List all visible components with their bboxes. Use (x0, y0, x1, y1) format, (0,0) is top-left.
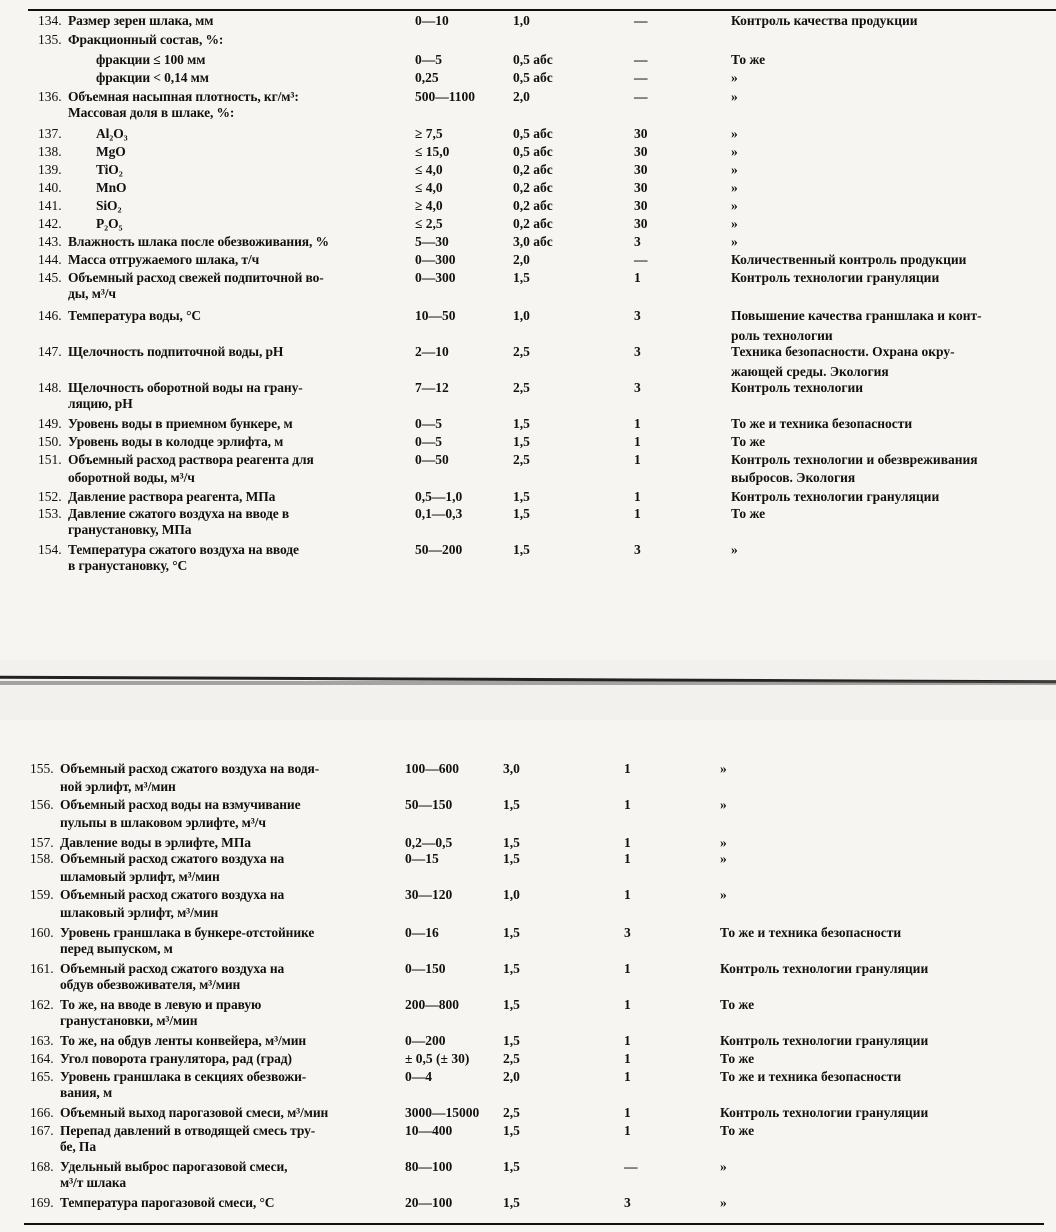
class-cell: — (634, 13, 648, 28)
row-number: 165. (30, 1069, 54, 1084)
range-cell: 10—50 (415, 308, 456, 323)
purpose-cell: выбросов. Экология (731, 470, 856, 485)
purpose-cell: То же (731, 506, 766, 521)
error-cell: 1,5 (513, 506, 530, 521)
purpose-cell: Повышение качества граншлака и конт- (731, 308, 982, 323)
row-number: 135. (38, 32, 62, 47)
class-cell: 1 (634, 489, 641, 504)
parameter-cell: обдув обезвоживателя, м³/мин (60, 977, 241, 992)
row-number: 149. (38, 416, 62, 431)
purpose-cell: » (731, 70, 738, 85)
range-cell: 7—12 (415, 380, 449, 395)
error-cell: 1,5 (503, 851, 520, 866)
range-cell: ≥ 7,5 (415, 126, 443, 141)
range-cell: 5—30 (415, 234, 449, 249)
parameter-cell: Температура сжатого воздуха на вводе (68, 542, 299, 557)
parameter-cell: Перепад давлений в отводящей смесь тру- (60, 1123, 316, 1138)
parameter-cell: Уровень воды в колодце эрлифта, м (68, 434, 284, 449)
purpose-cell: То же и техника безопасности (731, 416, 913, 431)
purpose-cell: То же и техника безопасности (720, 1069, 902, 1084)
row-number: 138. (38, 144, 62, 159)
error-cell: 0,5 абс (513, 70, 553, 85)
parameter-cell: вания, м (60, 1085, 113, 1100)
error-cell: 3,0 (503, 761, 520, 776)
parameter-cell: TiO₂ (96, 162, 123, 177)
class-cell: — (634, 252, 648, 267)
class-cell: 30 (634, 162, 648, 177)
error-cell: 0,2 абс (513, 216, 553, 231)
class-cell: 3 (634, 234, 641, 249)
parameter-cell: гранустановку, МПа (68, 522, 192, 537)
class-cell: 1 (634, 506, 641, 521)
parameter-cell: Объемный расход воды на взмучивание (60, 797, 301, 812)
range-cell: 0—200 (405, 1033, 446, 1048)
row-number: 146. (38, 308, 62, 323)
parameter-cell: ной эрлифт, м³/мин (60, 779, 176, 794)
parameter-cell: шламовый эрлифт, м³/мин (60, 869, 220, 884)
row-number: 144. (38, 252, 62, 267)
parameter-cell: Объемная насыпная плотность, кг/м³: (68, 89, 299, 104)
row-number: 157. (30, 835, 54, 850)
purpose-cell: » (731, 216, 738, 231)
error-cell: 1,5 (503, 1123, 520, 1138)
parameter-cell: фракции ≤ 100 мм (96, 52, 206, 67)
class-cell: 3 (634, 380, 641, 395)
class-cell: 1 (634, 452, 641, 467)
error-cell: 2,5 (503, 1105, 520, 1120)
error-cell: 0,2 абс (513, 198, 553, 213)
row-number: 159. (30, 887, 54, 902)
parameter-cell: перед выпуском, м (60, 941, 173, 956)
class-cell: 1 (624, 1033, 631, 1048)
row-number: 148. (38, 380, 62, 395)
purpose-cell: Контроль качества продукции (731, 13, 918, 28)
error-cell: 2,5 (513, 380, 530, 395)
purpose-cell: То же (720, 1051, 755, 1066)
error-cell: 1,5 (503, 925, 520, 940)
row-number: 163. (30, 1033, 54, 1048)
error-cell: 1,5 (513, 542, 530, 557)
range-cell: 0—50 (415, 452, 449, 467)
parameter-cell: Температура парогазовой смеси, °С (60, 1195, 275, 1210)
row-number: 150. (38, 434, 62, 449)
error-cell: 1,5 (503, 961, 520, 976)
row-number: 141. (38, 198, 62, 213)
parameter-cell: Масса отгружаемого шлака, т/ч (68, 252, 260, 267)
class-cell: 3 (634, 308, 641, 323)
parameter-cell: Влажность шлака после обезвоживания, % (68, 234, 329, 249)
parameter-cell: Объемный выход парогазовой смеси, м³/мин (60, 1105, 329, 1120)
purpose-cell: жающей среды. Экология (731, 364, 889, 379)
error-cell: 1,5 (513, 489, 530, 504)
range-cell: 0—10 (415, 13, 449, 28)
purpose-cell: » (720, 761, 727, 776)
row-number: 152. (38, 489, 62, 504)
purpose-cell: Техника безопасности. Охрана окру- (731, 344, 955, 359)
error-cell: 2,5 (513, 344, 530, 359)
row-number: 147. (38, 344, 62, 359)
purpose-cell: Контроль технологии грануляции (720, 1033, 929, 1048)
parameter-cell: Объемный расход сжатого воздуха на (60, 851, 285, 866)
row-number: 145. (38, 270, 62, 285)
error-cell: 3,0 абс (513, 234, 553, 249)
parameter-cell: P₂O₅ (96, 216, 123, 231)
range-cell: 50—150 (405, 797, 453, 812)
range-cell: 0,5—1,0 (415, 489, 463, 504)
purpose-cell: Контроль технологии грануляции (720, 1105, 929, 1120)
row-number: 140. (38, 180, 62, 195)
range-cell: ± 0,5 (± 30) (405, 1051, 470, 1066)
parameter-cell: Уровень граншлака в бункере-отстойнике (60, 925, 315, 940)
error-cell: 2,0 (503, 1069, 520, 1084)
class-cell: 1 (634, 270, 641, 285)
row-number: 154. (38, 542, 62, 557)
parameter-cell: MnO (96, 180, 127, 195)
top-rule (28, 9, 1056, 11)
row-number: 156. (30, 797, 54, 812)
error-cell: 0,2 абс (513, 180, 553, 195)
purpose-cell: Контроль технологии грануляции (720, 961, 929, 976)
bottom-rule (24, 1223, 1044, 1225)
purpose-cell: » (731, 144, 738, 159)
range-cell: 3000—15000 (405, 1105, 480, 1120)
class-cell: 30 (634, 198, 648, 213)
row-number: 153. (38, 506, 62, 521)
class-cell: — (624, 1159, 638, 1174)
class-cell: 3 (634, 542, 641, 557)
class-cell: 3 (634, 344, 641, 359)
range-cell: ≤ 15,0 (415, 144, 450, 159)
parameter-cell: Давление раствора реагента, МПа (68, 489, 276, 504)
purpose-cell: » (720, 1195, 727, 1210)
parameter-cell: Объемный расход свежей подпиточной во- (68, 270, 324, 285)
purpose-cell: » (731, 89, 738, 104)
class-cell: 30 (634, 126, 648, 141)
class-cell: 1 (624, 887, 631, 902)
row-number: 164. (30, 1051, 54, 1066)
class-cell: — (634, 89, 648, 104)
purpose-cell: » (720, 887, 727, 902)
error-cell: 0,5 абс (513, 144, 553, 159)
parameter-cell: Температура воды, °С (68, 308, 202, 323)
page-bottom (0, 720, 1056, 1232)
class-cell: 3 (624, 925, 631, 940)
error-cell: 0,5 абс (513, 126, 553, 141)
class-cell: 1 (624, 1069, 631, 1084)
parameter-cell: гранустановки, м³/мин (60, 1013, 198, 1028)
range-cell: 100—600 (405, 761, 459, 776)
range-cell: 0—300 (415, 270, 456, 285)
error-cell: 1,5 (503, 1033, 520, 1048)
parameter-cell: Объемный расход сжатого воздуха на (60, 961, 285, 976)
parameter-cell: Щелочность оборотной воды на грану- (68, 380, 303, 395)
error-cell: 2,0 (513, 252, 530, 267)
range-cell: 30—120 (405, 887, 453, 902)
parameter-cell: Объемный расход раствора реагента для (68, 452, 314, 467)
parameter-cell: То же, на обдув ленты конвейера, м³/мин (60, 1033, 307, 1048)
purpose-cell: » (731, 198, 738, 213)
range-cell: ≤ 4,0 (415, 162, 443, 177)
row-number: 134. (38, 13, 62, 28)
parameter-cell: Объемный расход сжатого воздуха на (60, 887, 285, 902)
row-number: 160. (30, 925, 54, 940)
purpose-cell: » (731, 542, 738, 557)
purpose-cell: » (731, 126, 738, 141)
row-number: 161. (30, 961, 54, 976)
range-cell: 200—800 (405, 997, 459, 1012)
purpose-cell: То же (731, 52, 766, 67)
range-cell: 0,1—0,3 (415, 506, 463, 521)
parameter-cell: MgO (96, 144, 126, 159)
parameter-cell: Al₂O₃ (96, 126, 128, 141)
class-cell: 1 (624, 797, 631, 812)
class-cell: 1 (624, 1051, 631, 1066)
purpose-cell: » (720, 835, 727, 850)
range-cell: 80—100 (405, 1159, 453, 1174)
range-cell: 2—10 (415, 344, 449, 359)
class-cell: 3 (624, 1195, 631, 1210)
row-number: 169. (30, 1195, 54, 1210)
error-cell: 1,5 (513, 416, 530, 431)
class-cell: 1 (624, 761, 631, 776)
range-cell: 0,2—0,5 (405, 835, 453, 850)
row-number: 158. (30, 851, 54, 866)
parameter-cell: Угол поворота гранулятора, рад (град) (60, 1051, 292, 1066)
error-cell: 1,5 (513, 434, 530, 449)
row-number: 162. (30, 997, 54, 1012)
class-cell: — (634, 52, 648, 67)
parameter-cell: оборотной воды, м³/ч (68, 470, 195, 485)
range-cell: 0—5 (415, 434, 442, 449)
purpose-cell: » (720, 851, 727, 866)
row-number: 166. (30, 1105, 54, 1120)
purpose-cell: Количественный контроль продукции (731, 252, 967, 267)
error-cell: 1,5 (503, 797, 520, 812)
purpose-cell: То же (720, 997, 755, 1012)
error-cell: 2,5 (503, 1051, 520, 1066)
row-number: 136. (38, 89, 62, 104)
purpose-cell: Контроль технологии (731, 380, 864, 395)
class-cell: 1 (634, 416, 641, 431)
error-cell: 1,5 (503, 1159, 520, 1174)
parameter-cell: ляцию, рН (68, 396, 133, 411)
purpose-cell: » (731, 234, 738, 249)
parameter-cell: Уровень граншлака в секциях обезвожи- (60, 1069, 307, 1084)
parameter-cell: Щелочность подпиточной воды, рН (68, 344, 284, 359)
row-number: 142. (38, 216, 62, 231)
error-cell: 0,5 абс (513, 52, 553, 67)
purpose-cell: То же (720, 1123, 755, 1138)
error-cell: 1,0 (513, 308, 530, 323)
parameter-cell: Фракционный состав, %: (68, 32, 224, 47)
error-cell: 2,5 (513, 452, 530, 467)
parameter-cell: пульпы в шлаковом эрлифте, м³/ч (60, 815, 266, 830)
range-cell: 20—100 (405, 1195, 453, 1210)
parameter-cell: Размер зерен шлака, мм (68, 13, 214, 28)
class-cell: 30 (634, 180, 648, 195)
error-cell: 1,0 (513, 13, 530, 28)
range-cell: 0—4 (405, 1069, 432, 1084)
parameter-cell: То же, на вводе в левую и правую (60, 997, 262, 1012)
range-cell: ≤ 4,0 (415, 180, 443, 195)
parameter-cell: бе, Па (60, 1139, 96, 1154)
row-number: 139. (38, 162, 62, 177)
error-cell: 0,2 абс (513, 162, 553, 177)
range-cell: 50—200 (415, 542, 463, 557)
error-cell: 1,5 (513, 270, 530, 285)
row-number: 167. (30, 1123, 54, 1138)
parameter-cell: Давление сжатого воздуха на вводе в (68, 506, 290, 521)
parameter-cell: SiO₂ (96, 198, 122, 213)
error-cell: 1,0 (503, 887, 520, 902)
purpose-cell: » (731, 162, 738, 177)
parameter-cell: м³/т шлака (60, 1175, 127, 1190)
purpose-cell: Контроль технологии грануляции (731, 489, 940, 504)
range-cell: 500—1100 (415, 89, 476, 104)
purpose-cell: Контроль технологии грануляции (731, 270, 940, 285)
class-cell: 1 (624, 851, 631, 866)
page-separator (0, 668, 1056, 690)
range-cell: 0—5 (415, 52, 442, 67)
row-number: 155. (30, 761, 54, 776)
class-cell: 1 (634, 434, 641, 449)
class-cell: 30 (634, 216, 648, 231)
range-cell: 0—300 (415, 252, 456, 267)
range-cell: 0—5 (415, 416, 442, 431)
class-cell: 1 (624, 961, 631, 976)
class-cell: 1 (624, 835, 631, 850)
class-cell: 1 (624, 1105, 631, 1120)
parameter-cell: фракции < 0,14 мм (96, 70, 209, 85)
row-number: 143. (38, 234, 62, 249)
error-cell: 1,5 (503, 835, 520, 850)
row-number: 168. (30, 1159, 54, 1174)
purpose-cell: » (731, 180, 738, 195)
error-cell: 2,0 (513, 89, 530, 104)
class-cell: 30 (634, 144, 648, 159)
purpose-cell: То же и техника безопасности (720, 925, 902, 940)
row-number: 151. (38, 452, 62, 467)
parameter-cell: Массовая доля в шлаке, %: (68, 105, 235, 120)
purpose-cell: Контроль технологии и обезвреживания (731, 452, 978, 467)
parameter-cell: Уровень воды в приемном бункере, м (68, 416, 293, 431)
purpose-cell: роль технологии (731, 328, 833, 343)
parameter-cell: Объемный расход сжатого воздуха на водя- (60, 761, 320, 776)
row-number: 137. (38, 126, 62, 141)
parameter-cell: ды, м³/ч (68, 286, 116, 301)
purpose-cell: » (720, 1159, 727, 1174)
purpose-cell: То же (731, 434, 766, 449)
class-cell: 1 (624, 1123, 631, 1138)
parameter-cell: шлаковый эрлифт, м³/мин (60, 905, 219, 920)
parameter-cell: Давление воды в эрлифте, МПа (60, 835, 251, 850)
class-cell: 1 (624, 997, 631, 1012)
error-cell: 1,5 (503, 997, 520, 1012)
range-cell: 0—16 (405, 925, 439, 940)
range-cell: ≤ 2,5 (415, 216, 443, 231)
range-cell: 0—15 (405, 851, 439, 866)
class-cell: — (634, 70, 648, 85)
parameter-cell: в гранустановку, °С (68, 558, 188, 573)
range-cell: ≥ 4,0 (415, 198, 443, 213)
range-cell: 10—400 (405, 1123, 453, 1138)
purpose-cell: » (720, 797, 727, 812)
range-cell: 0—150 (405, 961, 446, 976)
error-cell: 1,5 (503, 1195, 520, 1210)
parameter-cell: Удельный выброс парогазовой смеси, (60, 1159, 288, 1174)
range-cell: 0,25 (415, 70, 439, 85)
